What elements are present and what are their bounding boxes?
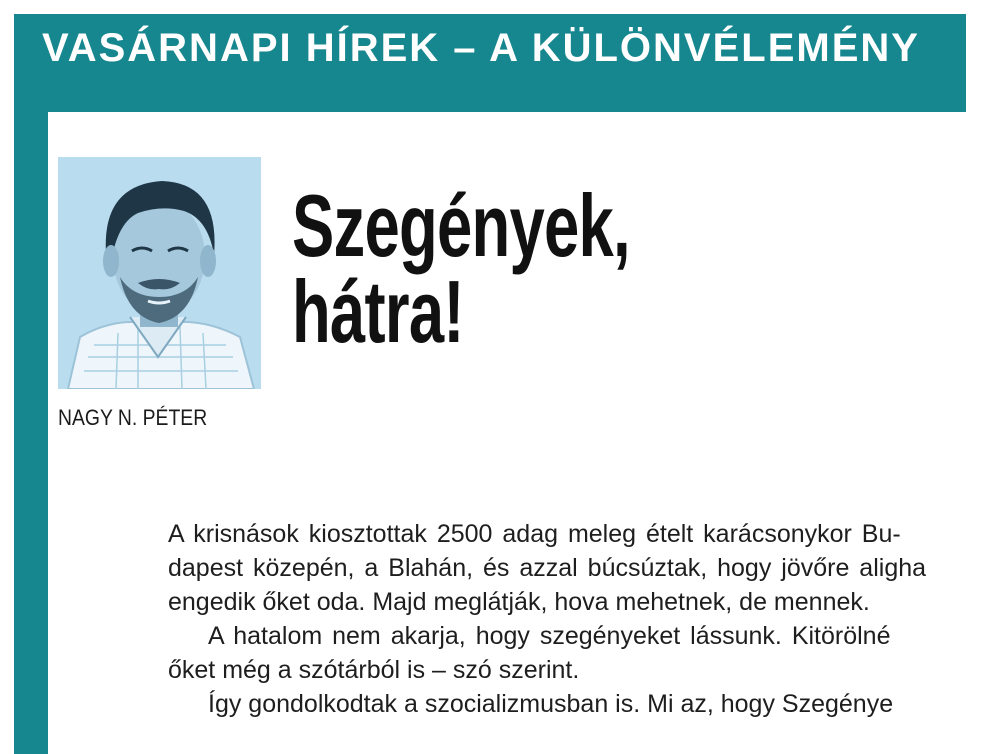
body-line: A hatalom nem akarja, hogy szegényeket lássunk. Kitörölné bbox=[208, 622, 891, 650]
author-photo bbox=[58, 157, 261, 389]
author-name: NAGY N. PÉTER bbox=[58, 405, 208, 430]
body-line: Így gondolkodtak a szocializmusban is. Mi az, hogy Szegénye bbox=[208, 690, 894, 718]
headline-line-1: Szegények, bbox=[292, 176, 630, 275]
article-headline bbox=[292, 176, 630, 361]
body-line: dapest közepén, a Blahán, és azzal búcsúztak, hogy jövőre aligha bbox=[168, 554, 927, 582]
section-title: VASÁRNAPI HÍREK – A KÜLÖNVÉLEMÉNY bbox=[42, 26, 920, 70]
body-line: A krisnások kiosztottak 2500 adag meleg ételt karácsonykor Bu- bbox=[168, 520, 901, 548]
author-portrait-icon bbox=[58, 157, 261, 389]
body-line: őket még a szótárból is – szó szerint. bbox=[168, 656, 580, 684]
headline-line-2: hátra! bbox=[292, 262, 464, 361]
article-body bbox=[168, 517, 963, 721]
body-line: engedik őket oda. Majd meglátják, hova mehetnek, de mennek. bbox=[168, 588, 870, 616]
